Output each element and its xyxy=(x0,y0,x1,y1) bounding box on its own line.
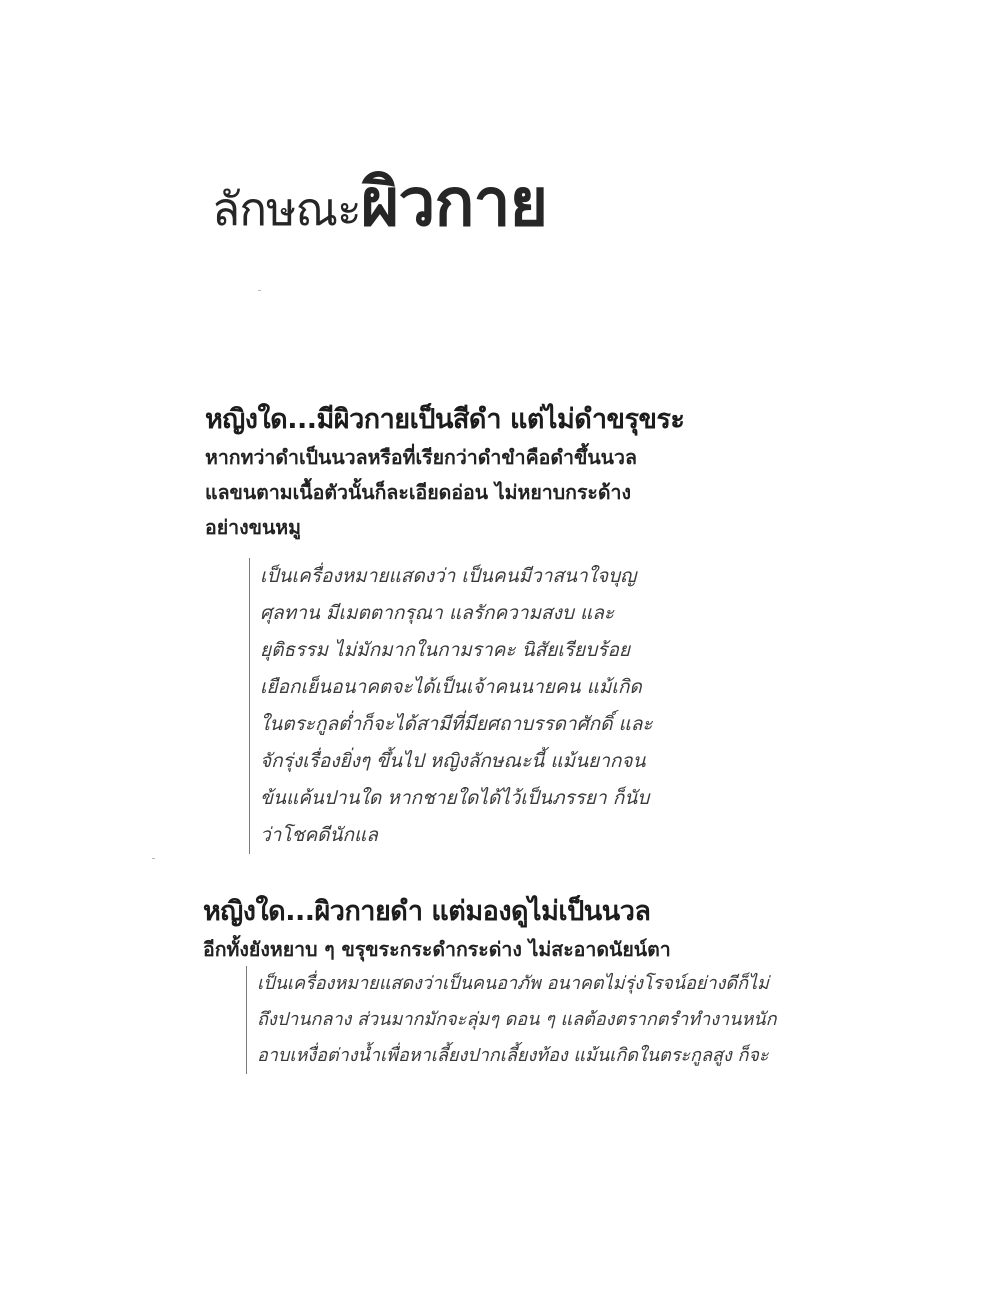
title-main: ผิวกาย xyxy=(360,164,548,241)
section-heading: หญิงใด...ผิวกายดำ แต่มองดูไม่เป็นนวล xyxy=(203,896,651,927)
interpretation-line: ในตระกูลต่ำก็จะได้สามีที่มียศถาบรรดาศักดิ์ และ xyxy=(260,713,653,735)
interpretation-line: เยือกเย็นอนาคตจะได้เป็นเจ้าคนนายคน แม้เกิด xyxy=(260,676,642,698)
section-black-smooth-skin xyxy=(205,400,684,545)
section2-interpretation xyxy=(246,966,777,1074)
scan-speck xyxy=(258,290,261,291)
page-title xyxy=(212,150,547,255)
interpretation-line: เป็นเครื่องหมายแสดงว่า เป็นคนมีวาสนาใจบุญ xyxy=(260,565,637,587)
interpretation-line: ศุลทาน มีเมตตากรุณา แลรักความสงบ และ xyxy=(260,602,615,624)
interpretation-line: จักรุ่งเรื่องยิ่งๆ ขึ้นไป หญิงลักษณะนี้ แม้นยากจน xyxy=(260,750,646,772)
description-line: อีกทั้งยังหยาบ ๆ ขรุขระกระดำกระด่าง ไม่สะอาดนัยน์ตา xyxy=(203,938,671,961)
section-heading: หญิงใด...มีผิวกายเป็นสีดำ แต่ไม่ดำขรุขระ xyxy=(205,404,685,435)
section1-interpretation xyxy=(249,558,653,854)
description-line: แลขนตามเนื้อตัวนั้นก็ละเอียดอ่อน ไม่หยาบกระด้าง xyxy=(205,481,632,504)
interpretation-line: ว่าโชคดีนักแล xyxy=(260,824,378,846)
description-line: หากทว่าดำเป็นนวลหรือที่เรียกว่าดำขำคือดำขึ้นนวล xyxy=(205,446,637,469)
scan-speck xyxy=(152,858,155,859)
section-black-dull-skin xyxy=(203,892,671,967)
interpretation-line: ถึงปานกลาง ส่วนมากมักจะลุ่มๆ ดอน ๆ แลต้องตรากตรำทำงานหนัก xyxy=(257,1009,777,1030)
interpretation-line: ข้นแค้นปานใด หากชายใดได้ไว้เป็นภรรยา ก็นับ xyxy=(260,787,650,809)
description-line: อย่างขนหมู xyxy=(205,516,301,539)
interpretation-line: เป็นเครื่องหมายแสดงว่าเป็นคนอาภัพ อนาคตไม่รุ่งโรจน์อย่างดีก็ไม่ xyxy=(257,973,769,994)
interpretation-line: อาบเหงื่อต่างน้ำเพื่อหาเลี้ยงปากเลี้ยงท้อง แม้นเกิดในตระกูลสูง ก็จะ xyxy=(257,1045,769,1066)
interpretation-line: ยุติธรรม ไม่มักมากในกามราคะ นิสัยเรียบร้อย xyxy=(260,639,630,661)
title-prefix: ลักษณะ xyxy=(212,182,361,236)
